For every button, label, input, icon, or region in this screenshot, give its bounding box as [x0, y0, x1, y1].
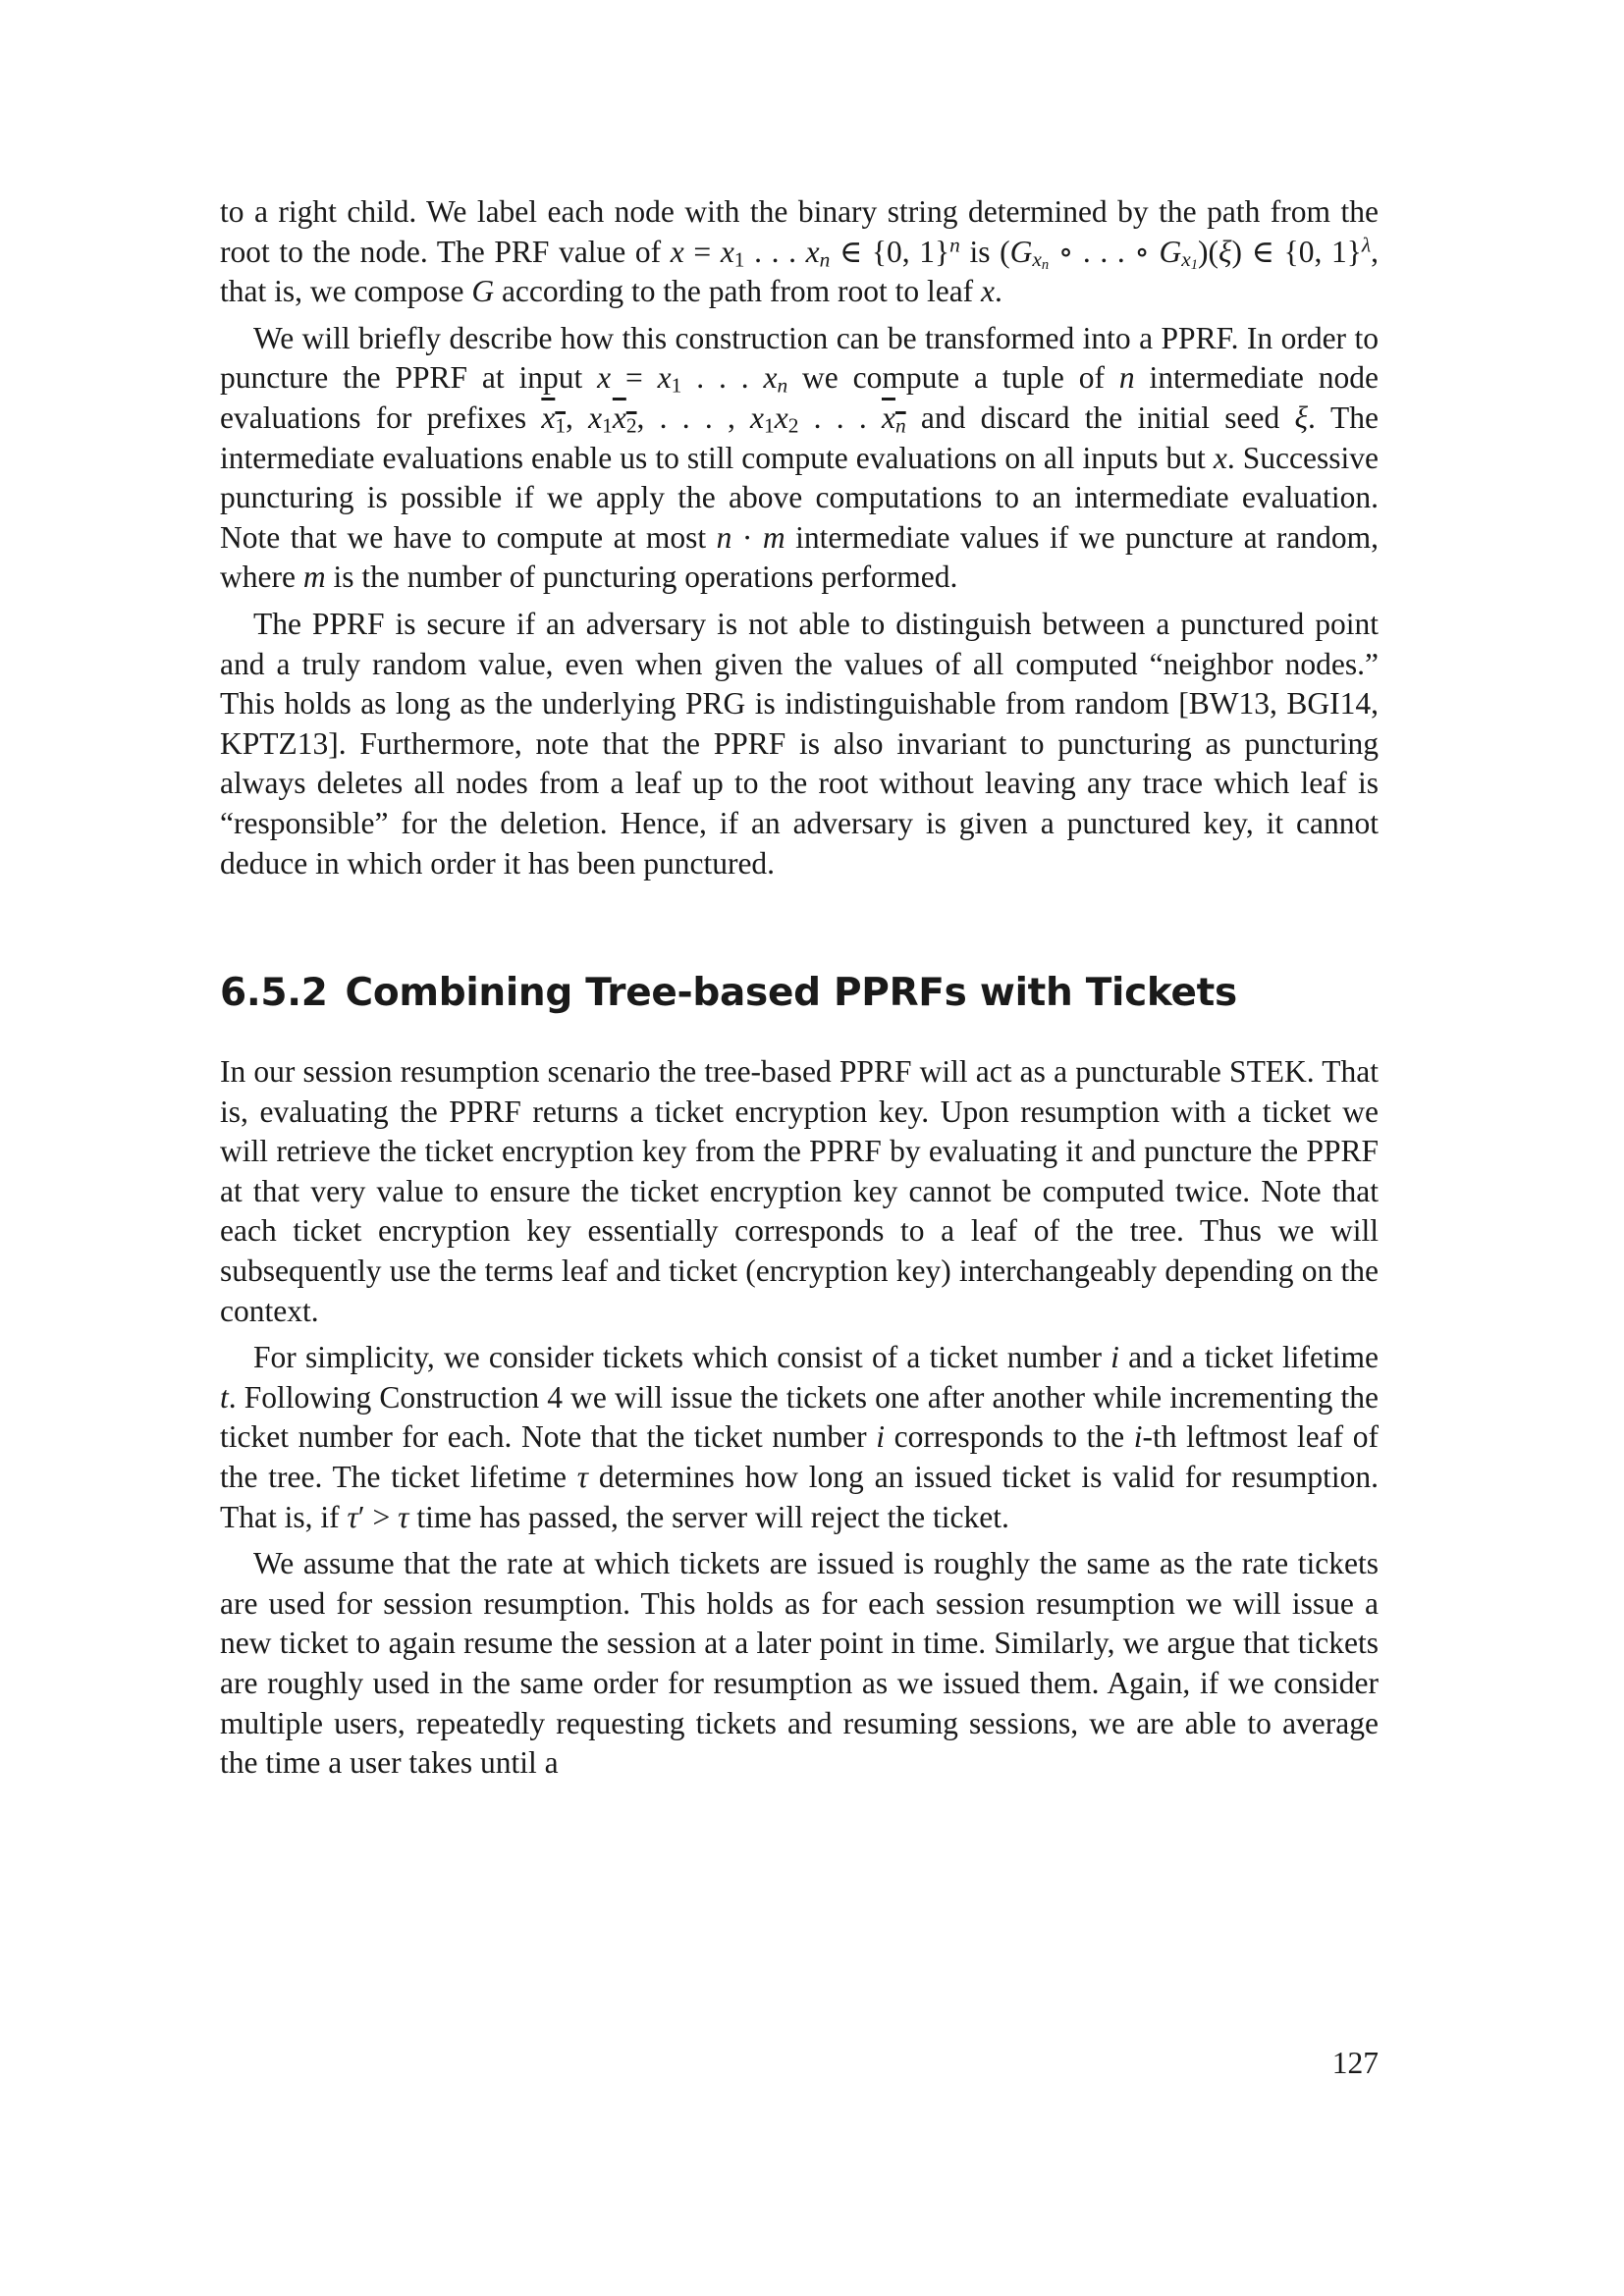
- math-x-in-set: $x = x_1$ . . . $x_n$ ∈ {0, 1}$^n$: [670, 233, 960, 272]
- paragraph-1: to a right child. We label each node with the binary string determined by the path from the root to the node. The PRF value of $x = x_1$ . . . $x_n$ ∈ {0, 1}$^n$ is ($G_{x_n}$ ∘ . . . ∘ $G_{x_1})(\xi)$ ∈ {0, 1}$^\lambda$, that is, we compose G according to the path from root to leaf x.: [220, 194, 1380, 309]
- paragraph-2: We will briefly describe how this construction can be transformed into a PPRF. In order to puncture the PPRF at input $x = x_1$ . . . $x_n$ we compute a tuple of n intermediate node evaluations for prefixes $x_1$, $x_1x_2$, . . . , $x_1x_2$ . . . $x_n$ and discard the initial seed ξ. The intermediate evaluations enable us to still compute evaluations on all inputs but x. Successive puncturing is possible if we apply the above computations to an intermediate evaluation. Note that we have to compute at most n · m intermediate values if we puncture at random, where m is the number of puncturing operations performed.: [220, 320, 1380, 595]
- math-t: t: [220, 1379, 229, 1415]
- paragraph-4: In our session resumption scenario the tree-based PPRF will act as a puncturable STEK. That is, evaluating the PPRF returns a ticket encryption key. Upon resumption with a ticket we will retrieve the ticket encryption key from the PPRF by evaluating it and puncture the PPRF at that very value to ensure the ticket encryption key cannot be computed twice. Note that each ticket encryption key essentially corresponds to a leaf of the tree. Thus we will subsequently use the terms leaf and ticket (encryption key) interchangeably depending on the context.: [220, 1054, 1379, 1328]
- page-number: 127: [1331, 2046, 1379, 2080]
- math-i: i: [1110, 1340, 1119, 1375]
- math-i: i: [1133, 1419, 1143, 1455]
- paragraph-6: We assume that the rate at which tickets are issued is roughly the same as the rate tickets are used for session resumption. This holds as for each session resumption we will issue a new ticket to again resume the session at a later point in time. Similarly, we argue that tickets are roughly used in the same order for resumption as we issued them. Again, if we consider multiple users, repeatedly requesting tickets and resuming sessions, we are able to average the time a user takes until a: [220, 1546, 1379, 1781]
- math-x: x: [981, 274, 996, 309]
- section-number: 6.5.2: [220, 971, 328, 1016]
- text-body: [220, 192, 1379, 1784]
- math-xi: ξ: [1294, 400, 1308, 435]
- math-composition: ($G_{x_n}$ ∘ . . . ∘ $G_{x_1})(\xi)$ ∈ {0, 1}$^\lambda$: [1000, 233, 1372, 274]
- math-i: i: [876, 1419, 885, 1455]
- math-x-input: $x = x_1$ . . . $x_n$: [597, 360, 788, 399]
- math-n-times-m: n · m: [716, 519, 785, 555]
- math-m: m: [302, 560, 326, 595]
- math-tau: τ: [576, 1460, 589, 1495]
- math-prefixes: $x_1$, $x_1x_2$, . . . , $x_1x_2$ . . . $x_n$: [541, 400, 906, 438]
- paragraph-5: For simplicity, we consider tickets which consist of a ticket number i and a ticket lifetime t. Following Construction 4 we will issue the tickets one after another while incrementing the ticket number for each. Note that the ticket number i corresponds to the i-th leftmost leaf of the tree. The ticket lifetime τ determines how long an issued ticket is valid for resumption. That is, if τ′ > τ time has passed, the server will reject the ticket.: [220, 1340, 1379, 1534]
- section-heading: [220, 970, 1379, 1017]
- math-tau-compare: τ′ > τ: [347, 1499, 409, 1534]
- paragraph-3: The PPRF is secure if an adversary is not able to distinguish between a punctured point and a truly random value, even when given the values of all computed “neighbor nodes.” This holds as long as the underlying PRG is indistinguishable from random [BW13, BGI14, KPTZ13]. Furthermore, note that the PPRF is also invariant to puncturing as puncturing always deletes all nodes from a leaf up to the root without leaving any trace which leaf is “responsible” for the deletion. Hence, if an adversary is given a punctured key, it cannot deduce in which order it has been punctured.: [220, 606, 1379, 881]
- math-x: x: [1213, 440, 1227, 475]
- section-title: Combining Tree-based PPRFs with Tickets: [345, 971, 1237, 1016]
- math-G: G: [471, 274, 495, 309]
- math-n: n: [1118, 360, 1135, 396]
